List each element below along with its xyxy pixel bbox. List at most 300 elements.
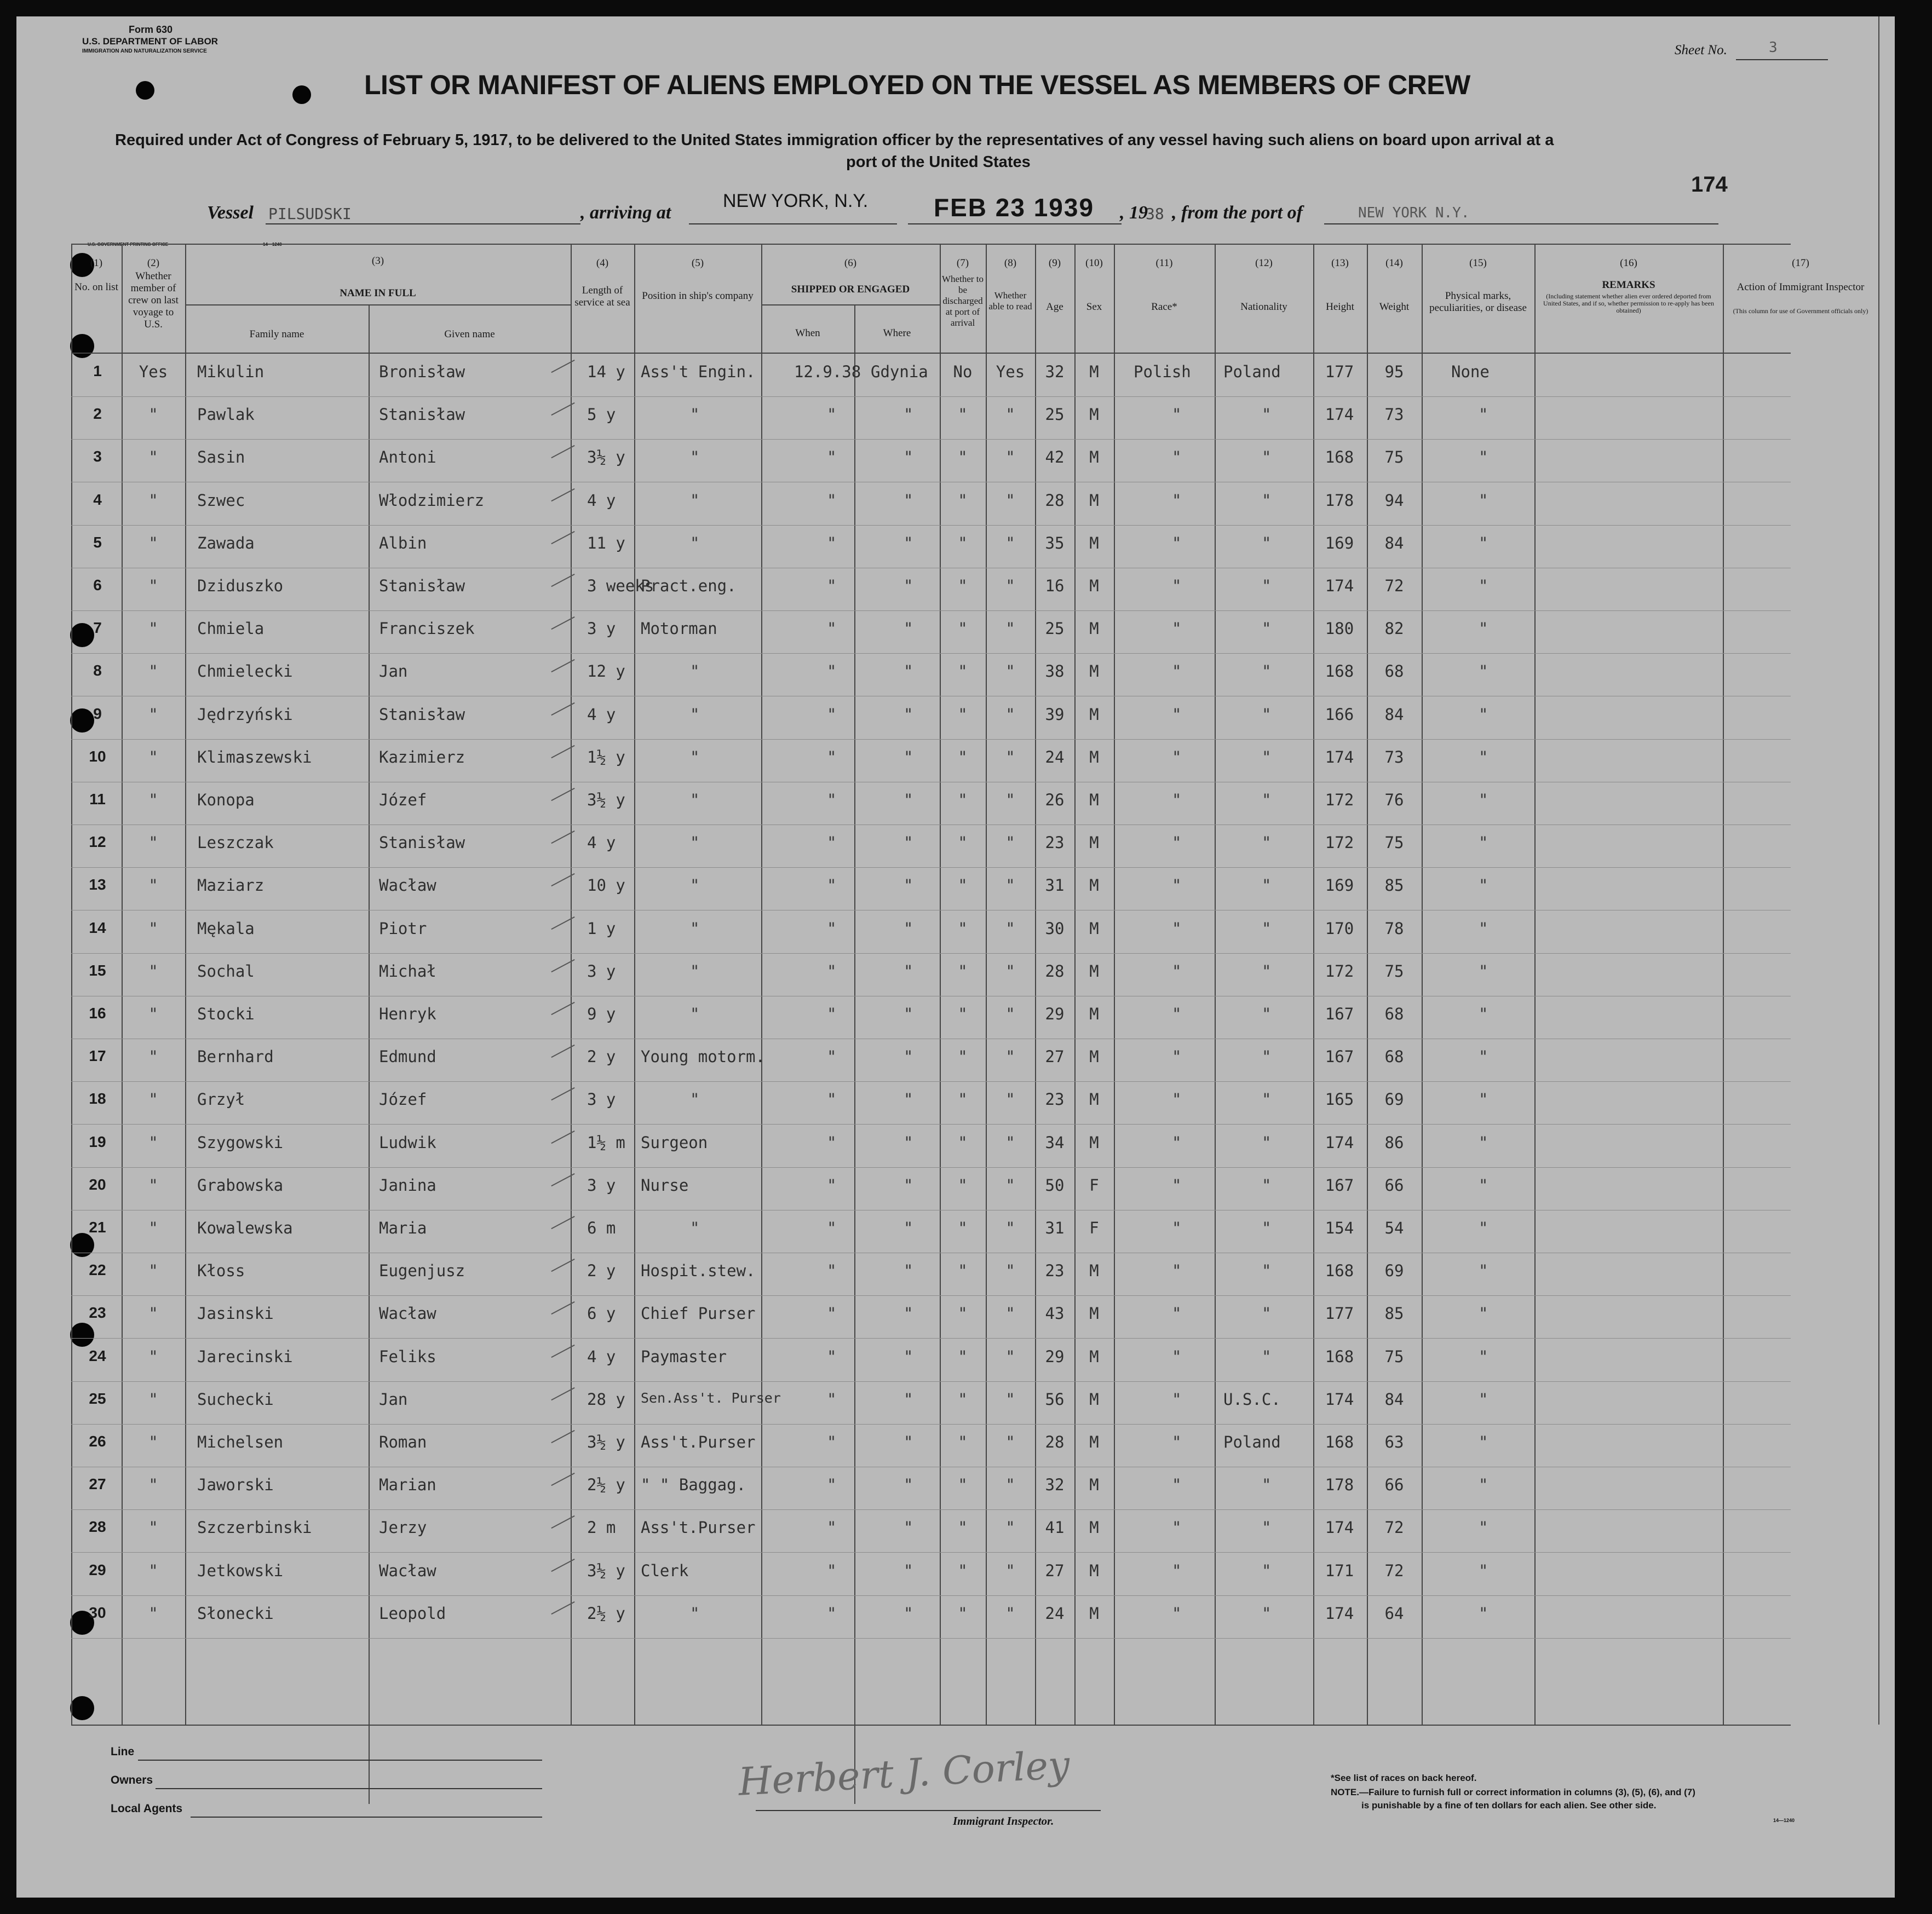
cell-position: " [690, 747, 700, 766]
row-rule [71, 439, 1791, 440]
cell-where: " [904, 705, 913, 724]
col-rule [761, 244, 762, 1725]
col3-family-header: Family name [249, 328, 304, 340]
cell-nationality: " [1262, 747, 1272, 766]
cell-where: " [904, 876, 913, 895]
cell-height: 168 [1325, 448, 1354, 467]
col4-header: Length of service at sea [574, 285, 630, 308]
cell-sex: M [1089, 1604, 1099, 1623]
cell-where: " [904, 662, 913, 681]
cell-no: 7 [93, 619, 102, 637]
cell-height: 168 [1325, 1261, 1354, 1281]
cell-age: 27 [1045, 1561, 1065, 1580]
cell-where: " [904, 1219, 913, 1237]
col5-number: (5) [691, 257, 704, 269]
cell-weight: 54 [1384, 1219, 1404, 1237]
cell-given: Roman [379, 1433, 427, 1451]
cell-service: 11 y [587, 533, 625, 552]
cell-when: " [827, 1604, 837, 1623]
cell-given: Włodzimierz [379, 491, 485, 510]
cell-when: " [827, 576, 837, 595]
col-rule [854, 323, 855, 1804]
cell-when: " [827, 619, 837, 638]
cell-nationality: " [1262, 1219, 1272, 1237]
cell-position: " [690, 791, 700, 809]
cell-where: " [904, 1090, 913, 1109]
cell-discharged: " [958, 1261, 968, 1281]
cell-marks: " [1479, 1090, 1488, 1109]
cell-where: " [904, 576, 913, 595]
page-stamp: 174 [1691, 172, 1728, 197]
cell-where: " [904, 619, 913, 638]
cell-voyage: " [148, 1175, 158, 1195]
cell-position: " [690, 705, 700, 724]
row-rule [71, 1081, 1791, 1082]
date-line [908, 223, 1122, 224]
cell-service: 6 y [587, 1304, 616, 1323]
cell-when: " [827, 1390, 837, 1409]
cell-discharged: " [958, 576, 968, 595]
cell-height: 172 [1325, 961, 1354, 981]
cell-sex: M [1089, 662, 1099, 681]
cell-age: 50 [1045, 1175, 1065, 1195]
cell-no: 11 [89, 791, 106, 808]
cell-where: " [904, 1261, 913, 1281]
cell-when: " [827, 705, 837, 724]
cell-race: " [1172, 705, 1182, 724]
cell-no: 5 [93, 533, 102, 551]
cell-when: " [827, 791, 837, 809]
cell-service: 2 m [587, 1518, 616, 1537]
cell-service: 3 y [587, 961, 616, 981]
cell-height: 174 [1325, 576, 1354, 595]
cell-marks: " [1479, 576, 1488, 595]
cell-voyage: " [148, 705, 158, 724]
cell-sex: M [1089, 1304, 1099, 1323]
cell-service: 2½ y [587, 1475, 625, 1495]
cell-race: " [1172, 833, 1182, 852]
cell-age: 34 [1045, 1133, 1065, 1152]
cell-given: Albin [379, 533, 427, 552]
col8-number: (8) [1004, 257, 1017, 269]
row-rule [71, 1338, 1791, 1339]
cell-height: 178 [1325, 491, 1354, 510]
cell-weight: 86 [1384, 1133, 1404, 1152]
cell-weight: 68 [1384, 1047, 1404, 1066]
cell-race: " [1172, 1390, 1182, 1409]
cell-sex: M [1089, 1390, 1099, 1409]
cell-marks: " [1479, 1175, 1488, 1195]
cell-read: " [1005, 1561, 1015, 1580]
cell-position: Clerk [641, 1561, 689, 1580]
cell-discharged: " [958, 876, 968, 895]
cell-nationality: " [1262, 1604, 1272, 1623]
cell-no: 27 [89, 1475, 106, 1493]
note-penalty-cont: is punishable by a fine of ten dollars for each alien. See other side. [1361, 1800, 1657, 1811]
cell-read: " [1005, 747, 1015, 766]
col-rule [1723, 244, 1724, 1725]
row-rule [71, 1167, 1791, 1168]
cell-height: 170 [1325, 919, 1354, 938]
cell-nationality: " [1262, 448, 1272, 467]
cell-where: " [904, 1347, 913, 1366]
cell-race: " [1172, 791, 1182, 809]
row-rule [71, 739, 1791, 740]
cell-position: Ass't Engin. [641, 362, 756, 381]
col2-number: (2) [147, 257, 160, 269]
cell-discharged: " [958, 533, 968, 552]
cell-sex: M [1089, 833, 1099, 852]
cell-when: " [827, 1175, 837, 1195]
col6-when-header: When [795, 327, 820, 339]
cell-position: Hospit.stew. [641, 1261, 756, 1281]
cell-race: " [1172, 1133, 1182, 1152]
cell-when: " [827, 1518, 837, 1537]
cell-when: " [827, 961, 837, 981]
col13-header: Height [1326, 301, 1354, 313]
cell-race: " [1172, 919, 1182, 938]
cell-position: " [690, 919, 700, 938]
cell-weight: 82 [1384, 619, 1404, 638]
local-agents-label: Local Agents [111, 1802, 183, 1815]
cell-sex: M [1089, 876, 1099, 895]
cell-height: 174 [1325, 405, 1354, 424]
cell-family: Chmiela [197, 619, 264, 638]
cell-position: Sen.Ass't. Purser [641, 1390, 781, 1406]
cell-no: 29 [89, 1561, 106, 1578]
cell-weight: 68 [1384, 1005, 1404, 1023]
cell-race: " [1172, 1604, 1182, 1623]
cell-when: " [827, 876, 837, 895]
cell-where: " [904, 405, 913, 424]
cell-height: 177 [1325, 362, 1354, 381]
cell-nationality: " [1262, 533, 1272, 552]
form-code-top: 14—1240 [263, 242, 282, 247]
cell-discharged: " [958, 1561, 968, 1580]
cell-height: 174 [1325, 1604, 1354, 1623]
cell-discharged: " [958, 1518, 968, 1537]
cell-nationality: " [1262, 1304, 1272, 1323]
local-agents-field [191, 1817, 542, 1818]
cell-marks: " [1479, 1433, 1488, 1451]
cell-sex: M [1089, 791, 1099, 809]
cell-marks: " [1479, 1390, 1488, 1409]
row-rule [71, 867, 1791, 868]
cell-age: 29 [1045, 1347, 1065, 1366]
cell-where: " [904, 1390, 913, 1409]
cell-read: " [1005, 619, 1015, 638]
cell-when: " [827, 833, 837, 852]
cell-position: Paymaster [641, 1347, 727, 1366]
cell-given: Piotr [379, 919, 427, 938]
col-rule [634, 244, 635, 1725]
cell-race: " [1172, 1475, 1182, 1495]
cell-age: 23 [1045, 1090, 1065, 1109]
cell-service: 4 y [587, 705, 616, 724]
cell-no: 16 [89, 1005, 106, 1022]
cell-position: Pract.eng. [641, 576, 737, 595]
cell-no: 25 [89, 1390, 106, 1407]
col1-number: (1) [90, 257, 103, 269]
cell-no: 26 [89, 1433, 106, 1450]
punch-hole [70, 1696, 94, 1720]
cell-race: " [1172, 1304, 1182, 1323]
cell-when: " [827, 491, 837, 510]
cell-voyage: " [148, 1090, 158, 1109]
arriving-label: , arriving at [580, 203, 671, 223]
cell-height: 168 [1325, 1433, 1354, 1451]
cell-discharged: " [958, 1219, 968, 1237]
cell-where: Gdynia [871, 362, 928, 381]
shipped-header-rule [761, 304, 940, 305]
cell-no: 4 [93, 491, 102, 508]
cell-no: 12 [89, 833, 106, 851]
cell-no: 10 [89, 747, 106, 765]
cell-family: Chmielecki [197, 662, 293, 681]
cell-no: 22 [89, 1261, 106, 1279]
cell-given: Ludwik [379, 1133, 436, 1152]
cell-position: Nurse [641, 1175, 689, 1195]
cell-read: " [1005, 919, 1015, 938]
cell-nationality: " [1262, 1133, 1272, 1152]
cell-voyage: " [148, 1518, 158, 1537]
col1-header: No. on list [74, 281, 118, 293]
cell-when: 12.9.38 [794, 362, 861, 381]
cell-sex: M [1089, 1047, 1099, 1066]
col-rule [1313, 244, 1314, 1725]
cell-height: 165 [1325, 1090, 1354, 1109]
cell-height: 167 [1325, 1047, 1354, 1066]
cell-nationality: " [1262, 1261, 1272, 1281]
cell-voyage: " [148, 1304, 158, 1323]
cell-given: Józef [379, 1090, 427, 1109]
cell-marks: " [1479, 833, 1488, 852]
cell-service: 28 y [587, 1390, 625, 1409]
col6-where-header: Where [883, 327, 911, 339]
col9-number: (9) [1048, 257, 1061, 269]
cell-discharged: " [958, 1604, 968, 1623]
cell-when: " [827, 405, 837, 424]
cell-race: " [1172, 1347, 1182, 1366]
cell-position: " [690, 961, 700, 981]
cell-where: " [904, 1433, 913, 1451]
cell-no: 9 [93, 705, 102, 722]
cell-sex: M [1089, 1090, 1099, 1109]
cell-nationality: " [1262, 919, 1272, 938]
cell-where: " [904, 1005, 913, 1023]
cell-given: Edmund [379, 1047, 436, 1066]
cell-marks: " [1479, 791, 1488, 809]
cell-no: 19 [89, 1133, 106, 1150]
cell-race: " [1172, 876, 1182, 895]
cell-read: " [1005, 1475, 1015, 1495]
form-subtitle-cont: port of the United States [846, 153, 1031, 171]
col3-header: NAME IN FULL [340, 287, 416, 299]
vessel-label: Vessel [207, 203, 254, 223]
cell-no: 1 [93, 362, 102, 379]
form-number: Form 630 [129, 24, 173, 35]
cell-marks: " [1479, 619, 1488, 638]
cell-sex: M [1089, 619, 1099, 638]
cell-discharged: " [958, 791, 968, 809]
col17-number: (17) [1792, 257, 1809, 269]
cell-given: Kazimierz [379, 747, 465, 766]
cell-no: 28 [89, 1518, 106, 1536]
cell-discharged: " [958, 405, 968, 424]
cell-marks: " [1479, 1005, 1488, 1023]
cell-no: 30 [89, 1604, 106, 1621]
cell-voyage: " [148, 1347, 158, 1366]
cell-discharged: " [958, 448, 968, 467]
cell-where: " [904, 448, 913, 467]
cell-discharged: " [958, 1433, 968, 1451]
cell-when: " [827, 1433, 837, 1451]
cell-race: " [1172, 662, 1182, 681]
cell-age: 25 [1045, 619, 1065, 638]
cell-age: 39 [1045, 705, 1065, 724]
col7-header: Whether to be discharged at port of arrival [942, 274, 984, 328]
cell-no: 18 [89, 1090, 106, 1108]
cell-given: Henryk [379, 1005, 436, 1023]
cell-no: 21 [89, 1219, 106, 1236]
row-rule [71, 653, 1791, 654]
cell-read: " [1005, 833, 1015, 852]
cell-weight: 78 [1384, 919, 1404, 938]
punch-hole [70, 1323, 94, 1347]
cell-voyage: " [148, 405, 158, 424]
cell-read: Yes [996, 362, 1025, 381]
cell-read: " [1005, 1433, 1015, 1451]
cell-read: " [1005, 705, 1015, 724]
cell-family: Sochal [197, 961, 255, 981]
cell-read: " [1005, 1347, 1015, 1366]
cell-voyage: Yes [139, 362, 168, 381]
cell-where: " [904, 791, 913, 809]
cell-when: " [827, 747, 837, 766]
cell-discharged: No [953, 362, 973, 381]
cell-discharged: " [958, 619, 968, 638]
cell-nationality: " [1262, 619, 1272, 638]
cell-sex: M [1089, 1133, 1099, 1152]
col17-header: Action of Immigrant Inspector [1737, 281, 1865, 293]
cell-read: " [1005, 1005, 1015, 1023]
cell-weight: 66 [1384, 1175, 1404, 1195]
cell-marks: " [1479, 1604, 1488, 1623]
cell-given: Feliks [379, 1347, 436, 1366]
cell-family: Mikulin [197, 362, 264, 381]
cell-family: Jetkowski [197, 1561, 284, 1580]
cell-where: " [904, 491, 913, 510]
arriving-line [689, 223, 897, 224]
cell-where: " [904, 833, 913, 852]
cell-nationality: " [1262, 1175, 1272, 1195]
cell-position: " [690, 1604, 700, 1623]
cell-no: 23 [89, 1304, 106, 1322]
cell-sex: M [1089, 1347, 1099, 1366]
cell-sex: M [1089, 533, 1099, 552]
cell-where: " [904, 961, 913, 981]
cell-no: 6 [93, 576, 102, 593]
cell-nationality: Poland [1223, 362, 1281, 381]
cell-race: " [1172, 1047, 1182, 1066]
col-rule [1422, 244, 1423, 1725]
department-name: U.S. DEPARTMENT OF LABOR [82, 36, 219, 47]
cell-voyage: " [148, 1604, 158, 1623]
table-bottom-border [71, 1725, 1791, 1726]
col-rule [571, 244, 572, 1725]
cell-service: 2 y [587, 1261, 616, 1281]
col16-number: (16) [1620, 257, 1637, 269]
cell-when: " [827, 1133, 837, 1152]
cell-family: Jaworski [197, 1475, 274, 1495]
cell-position: Ass't.Purser [641, 1518, 756, 1537]
cell-weight: 69 [1384, 1261, 1404, 1281]
cell-given: Leopold [379, 1604, 446, 1623]
cell-height: 167 [1325, 1005, 1354, 1023]
cell-height: 178 [1325, 1475, 1354, 1495]
cell-read: " [1005, 1604, 1015, 1623]
cell-given: Stanisław [379, 833, 465, 852]
cell-position: " [690, 1090, 700, 1109]
cell-sex: M [1089, 1005, 1099, 1023]
cell-given: Stanisław [379, 705, 465, 724]
cell-position: Ass't.Purser [641, 1433, 756, 1451]
cell-discharged: " [958, 747, 968, 766]
cell-race: " [1172, 405, 1182, 424]
cell-weight: 63 [1384, 1433, 1404, 1451]
owners-label: Owners [111, 1774, 153, 1786]
cell-where: " [904, 1604, 913, 1623]
cell-when: " [827, 1561, 837, 1580]
cell-when: " [827, 1347, 837, 1366]
cell-nationality: " [1262, 1561, 1272, 1580]
cell-height: 171 [1325, 1561, 1354, 1580]
cell-position: " [690, 662, 700, 681]
cell-family: Szczerbinski [197, 1518, 312, 1537]
cell-service: 3 y [587, 619, 616, 638]
cell-age: 16 [1045, 576, 1065, 595]
cell-age: 32 [1045, 362, 1065, 381]
printing-office: U.S. GOVERNMENT PRINTING OFFICE [88, 242, 169, 247]
cell-position: " [690, 1005, 700, 1023]
cell-family: Jasinski [197, 1304, 274, 1323]
cell-nationality: " [1262, 961, 1272, 981]
service-name: IMMIGRATION AND NATURALIZATION SERVICE [82, 48, 207, 54]
cell-service: 3½ y [587, 1433, 625, 1451]
cell-voyage: " [148, 1475, 158, 1495]
cell-voyage: " [148, 1047, 158, 1066]
cell-sex: M [1089, 961, 1099, 981]
cell-read: " [1005, 1175, 1015, 1195]
col9-header: Age [1046, 301, 1063, 313]
signature-line [756, 1810, 1101, 1811]
cell-family: Maziarz [197, 876, 264, 895]
cell-discharged: " [958, 1390, 968, 1409]
cell-given: Bronisław [379, 362, 465, 381]
cell-sex: M [1089, 491, 1099, 510]
cell-no: 17 [89, 1047, 106, 1065]
cell-no: 2 [93, 405, 102, 423]
cell-given: Maria [379, 1219, 427, 1237]
cell-family: Konopa [197, 791, 255, 809]
cell-age: 31 [1045, 1219, 1065, 1237]
cell-discharged: " [958, 961, 968, 981]
cell-position: Motorman [641, 619, 717, 638]
cell-nationality: " [1262, 791, 1272, 809]
cell-family: Zawada [197, 533, 255, 552]
cell-where: " [904, 1304, 913, 1323]
cell-height: 166 [1325, 705, 1354, 724]
